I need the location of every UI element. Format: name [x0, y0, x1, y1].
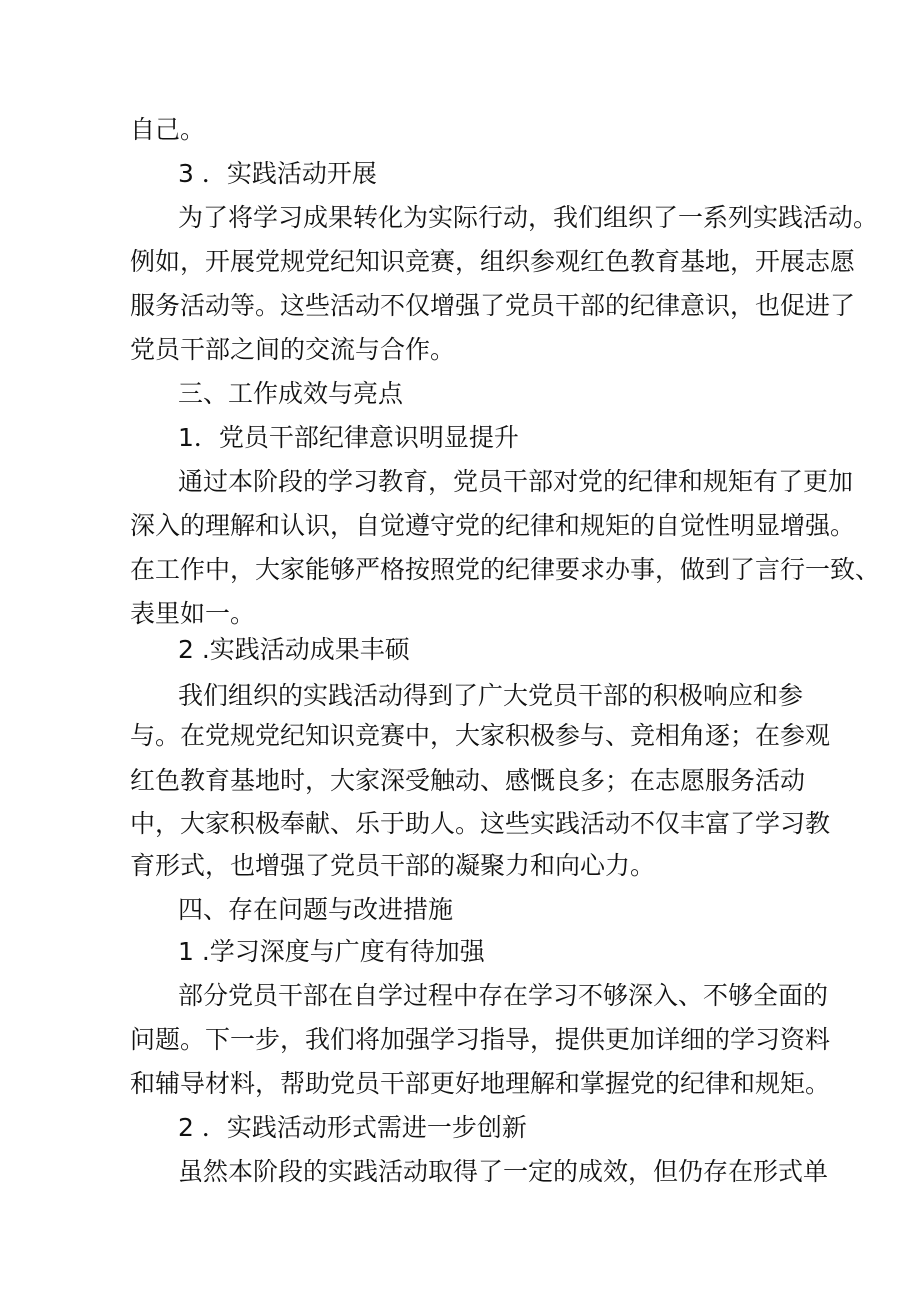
paragraph-line: 育形式，也增强了党员干部的凝聚力和向心力。 — [130, 851, 656, 880]
subheading-activity-innovation: 2 ．实践活动形式需进一步创新 — [178, 1113, 527, 1142]
paragraph-line: 在工作中，大家能够严格按照党的纪律要求办事，做到了言行一致、 — [130, 555, 881, 584]
paragraph-line: 中，大家积极奉献、乐于助人。这些实践活动不仅丰富了学习教 — [130, 809, 831, 838]
subheading-activity-results: 2 .实践活动成果丰硕 — [178, 635, 410, 664]
paragraph-line: 深入的理解和认识，自觉遵守党的纪律和规矩的自觉性明显增强。 — [130, 511, 856, 540]
subheading-discipline-awareness: 1．党员干部纪律意识明显提升 — [178, 423, 519, 452]
paragraph-line: 自己。 — [130, 115, 206, 144]
section-heading-problems: 四、存在问题与改进措施 — [178, 895, 454, 924]
paragraph-line: 服务活动等。这些活动不仅增强了党员干部的纪律意识，也促进了 — [130, 291, 856, 320]
paragraph-line: 虽然本阶段的实践活动取得了一定的成效，但仍存在形式单 — [178, 1157, 829, 1186]
paragraph-line: 红色教育基地时，大家深受触动、感慨良多；在志愿服务活动 — [130, 766, 806, 795]
paragraph-line: 我们组织的实践活动得到了广大党员干部的积极响应和参 — [178, 681, 804, 710]
section-heading-results: 三、工作成效与亮点 — [178, 379, 404, 408]
paragraph-line: 为了将学习成果转化为实际行动，我们组织了一系列实践活动。 — [178, 203, 879, 232]
paragraph-line: 与。在党规党纪知识竞赛中，大家积极参与、竞相角逐；在参观 — [130, 721, 831, 750]
paragraph-line: 例如，开展党规党纪知识竞赛，组织参观红色教育基地，开展志愿 — [130, 247, 856, 276]
paragraph-line: 党员干部之间的交流与合作。 — [130, 335, 456, 364]
subheading-practice-activities: 3 ．实践活动开展 — [178, 159, 377, 188]
paragraph-line: 问题。下一步，我们将加强学习指导，提供更加详细的学习资料 — [130, 1025, 831, 1054]
paragraph-line: 和辅导材料，帮助党员干部更好地理解和掌握党的纪律和规矩。 — [130, 1069, 831, 1098]
subheading-learning-depth: 1 .学习深度与广度有待加强 — [178, 937, 485, 966]
paragraph-line: 表里如一。 — [130, 599, 256, 628]
paragraph-line: 通过本阶段的学习教育，党员干部对党的纪律和规矩有了更加 — [178, 467, 854, 496]
paragraph-line: 部分党员干部在自学过程中存在学习不够深入、不够全面的 — [178, 981, 829, 1010]
